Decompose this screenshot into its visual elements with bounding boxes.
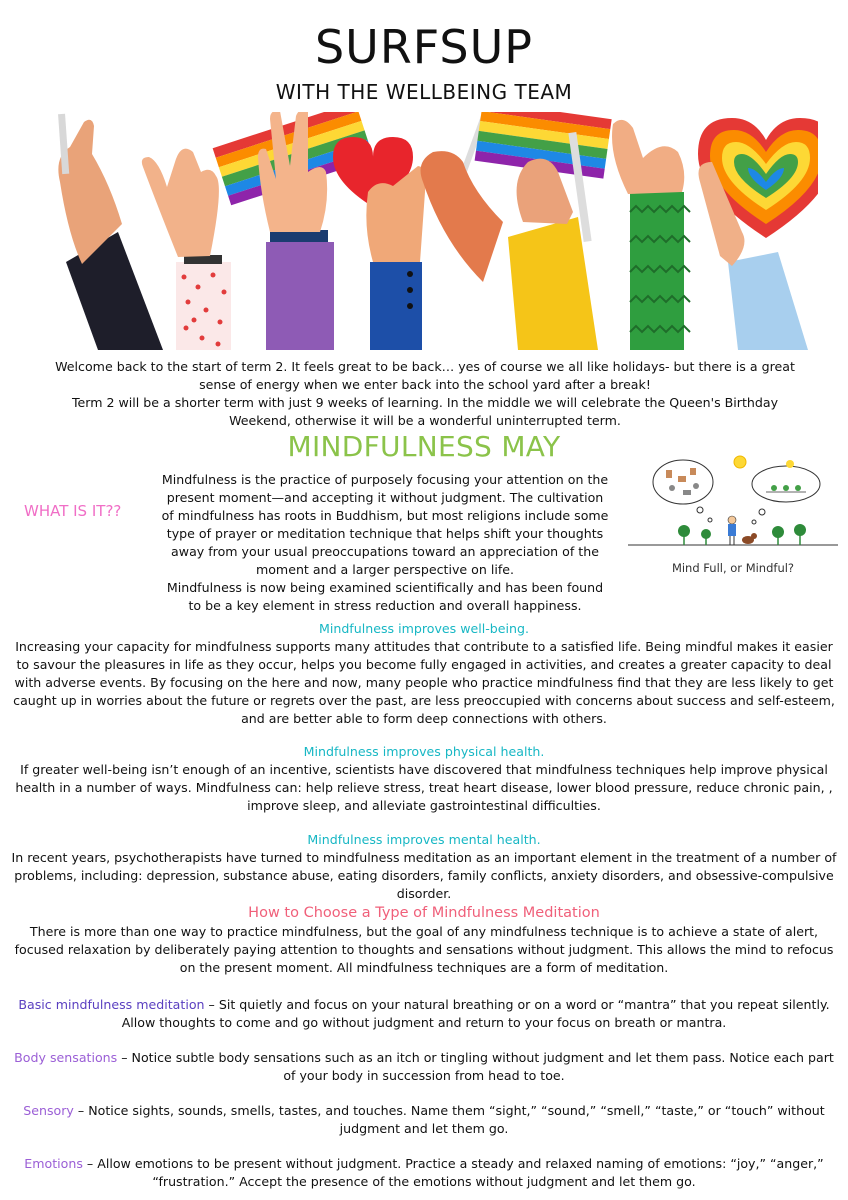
choose-meditation-paragraph: There is more than one way to practice mindfulness, but the goal of any mindfulness technique is to achieve a state of alert, focused relaxation by deliberately paying attention to thoughts and sensations without judgment. This allows the mind to refocus on the present moment. All mindfulness techniques are a form of meditation. <box>14 924 834 975</box>
technique-emotions-text: – Allow emotions to be present without judgment. Practice a steady and relaxed naming of emotions: “joy,” “anger,” “frustration.” Accept the presence of the emotions without judgment and let them go. <box>82 1156 824 1189</box>
technique-emotions <box>8 1155 840 1191</box>
technique-body-label: Body sensations <box>14 1050 118 1065</box>
technique-basic <box>8 996 840 1032</box>
mental-health-paragraph: In recent years, psychotherapists have turned to mindfulness meditation as an important element in the treatment of a number of problems, including: depression, substance abuse, eating disorders, family conflicts, anxiety disorders, and obsessive-compulsive disorder. <box>11 850 837 901</box>
what-is-it-label: WHAT IS IT?? <box>24 502 122 520</box>
mental-health-heading: Mindfulness improves mental health. <box>307 832 541 847</box>
technique-sensory-text: – Notice sights, sounds, smells, tastes, and touches. Name them “sight,” “sound,” “smell,” “taste,” or “touch” without judgment and let them go. <box>73 1103 825 1136</box>
technique-emotions-label: Emotions <box>24 1156 83 1171</box>
intro-paragraph-1: Welcome back to the start of term 2. It feels great to be back… yes of course we all like holidays- but there is a great sense of energy when we enter back into the school yard after a break! <box>55 359 795 392</box>
physical-health-heading: Mindfulness improves physical health. <box>303 744 545 759</box>
technique-basic-text: – Sit quietly and focus on your natural breathing or on a word or “mantra” that you repeat silently. Allow thoughts to come and go without judgment and return to your focus on breath or mantra. <box>121 997 830 1030</box>
technique-sensory <box>8 1102 840 1138</box>
newsletter-title: SURFSUP <box>314 20 534 74</box>
raised-hands-rainbow-illustration <box>38 112 818 350</box>
intro-paragraph-2: Term 2 will be a shorter term with just 9 weeks of learning. In the middle we will celebrate the Queen's Birthday Weekend, otherwise it will be a wonderful uninterrupted term. <box>71 395 779 428</box>
wellbeing-heading: Mindfulness improves well-being. <box>318 621 530 636</box>
technique-sensory-label: Sensory <box>23 1103 74 1118</box>
newsletter-subtitle: WITH THE WELLBEING TEAM <box>275 80 573 104</box>
technique-body <box>8 1049 840 1085</box>
wellbeing-paragraph: Increasing your capacity for mindfulness supports many attitudes that contribute to a satisfied life. Being mindful makes it easier to savour the pleasures in life as they occur, helps you become fully engaged in activities, and creates a greater capacity to deal with adverse events. By focusing on the here and now, many people who practice mindfulness find that they are less likely to get caught up in worries about the future or regrets over the past, are less preoccupied with concerns about success and self-esteem, and are better able to form deep connections with others. <box>13 639 835 726</box>
technique-basic-label: Basic mindfulness meditation <box>18 997 205 1012</box>
physical-health-paragraph: If greater well-being isn’t enough of an incentive, scientists have discovered that mindfulness techniques help improve physical health in a number of ways. Mindfulness can: help relieve stress, treat heart disease, lower blood pressure, reduce chronic pain, , improve sleep, and alleviate gastrointestinal difficulties. <box>15 762 833 813</box>
technique-body-text: – Notice subtle body sensations such as an itch or tingling without judgment and let them pass. Notice each part of your body in succession from head to toe. <box>117 1050 834 1083</box>
choose-meditation-heading: How to Choose a Type of Mindfulness Meditation <box>248 905 600 921</box>
mindful-image-caption: Mind Full, or Mindful? <box>671 561 795 575</box>
what-is-it-paragraph-2: Mindfulness is now being examined scientifically and has been found to be a key element in stress reduction and overall happiness. <box>166 580 604 613</box>
mindfulness-may-heading: MINDFULNESS MAY <box>287 430 561 463</box>
what-is-it-paragraph-1: Mindfulness is the practice of purposely focusing your attention on the present moment—and accepting it without judgment. The cultivation of mindfulness has roots in Buddhism, but most religions include some type of prayer or meditation technique that helps shift your thoughts away from your usual preoccupations toward an appreciation of the moment and a larger perspective on life. <box>161 472 609 577</box>
